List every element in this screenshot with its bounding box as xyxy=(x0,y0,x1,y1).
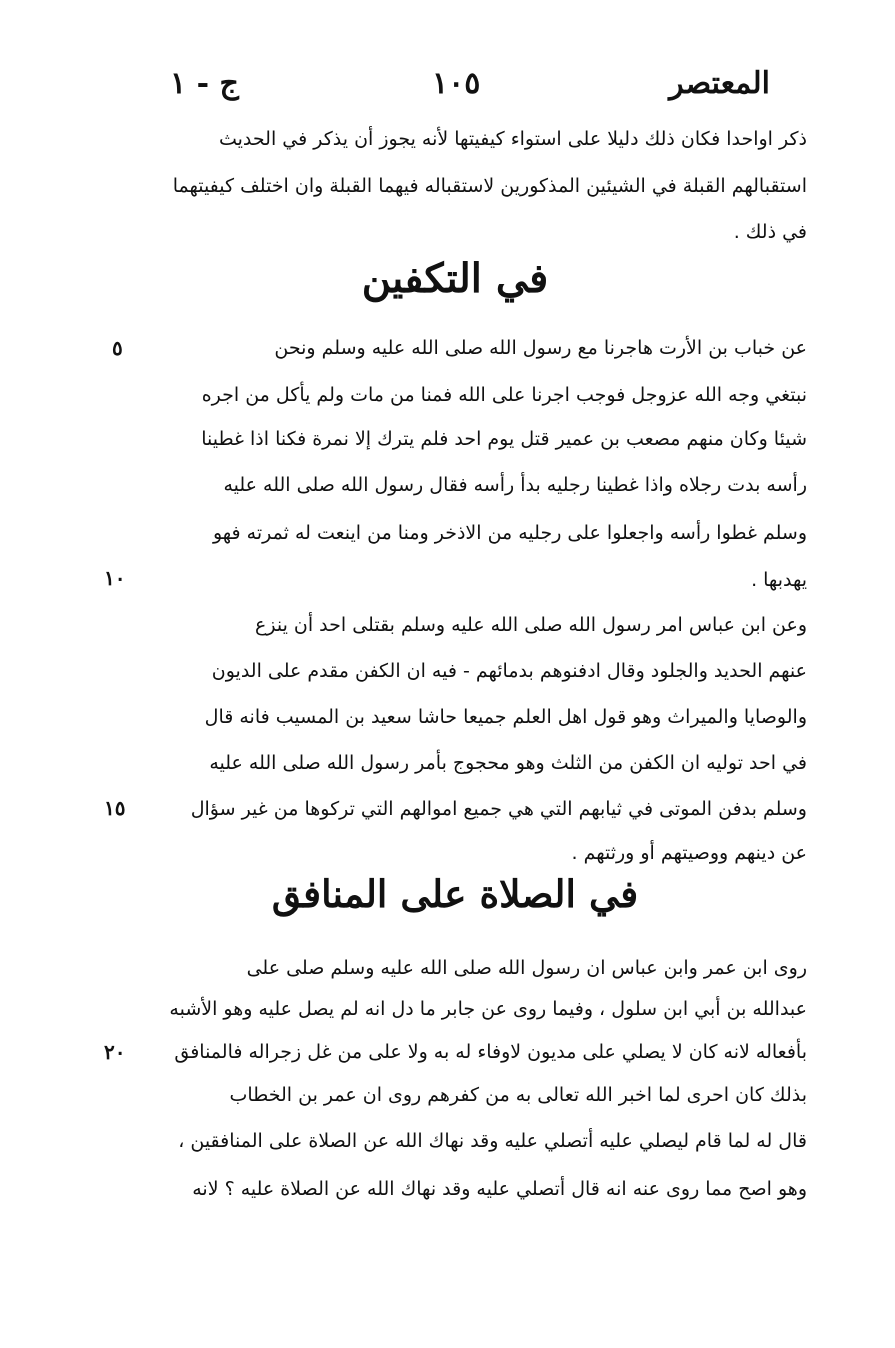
section-heading-shrouding: في التكفين xyxy=(361,255,549,302)
line-number: ٥ xyxy=(112,336,123,360)
text-line: قال له لما قام ليصلي عليه أتصلي عليه وقد نهاك الله عن الصلاة على المنافقين ، xyxy=(178,1130,807,1152)
text-line: رأسه بدت رجلاه واذا غطينا رجليه بدأ رأسه فقال رسول الله صلى الله عليه xyxy=(223,474,807,496)
text-line: شيئا وكان منهم مصعب بن عمير قتل يوم احد فلم يترك إلا نمرة فكنا اذا غطينا xyxy=(201,428,807,450)
page-number: ١٠٥ xyxy=(432,66,481,101)
text-line: روى ابن عمر وابن عباس ان رسول الله صلى الله عليه وسلم صلى على xyxy=(246,957,807,979)
book-title: المعتصر xyxy=(669,66,770,101)
text-line: ذكر اواحدا فكان ذلك دليلا على استواء كيفيتها لأنه يجوز أن يذكر في الحديث xyxy=(218,128,807,150)
text-line: استقبالهم القبلة في الشيئين المذكورين لاستقباله فيهما القبلة وان اختلف كيفيتهما xyxy=(172,175,807,197)
running-header xyxy=(170,66,770,110)
text-line: عنهم الحديد والجلود وقال ادفنوهم بدمائهم - فيه ان الكفن مقدم على الديون xyxy=(211,660,807,682)
text-line: وسلم بدفن الموتى في ثيابهم التي هي جميع اموالهم التي تركوها من غير سؤال xyxy=(190,798,807,820)
volume-label: ج - ١ xyxy=(170,66,239,101)
text-line: في احد توليه ان الكفن من الثلث وهو محجوج بأمر رسول الله صلى الله عليه xyxy=(209,752,807,774)
text-line: وعن ابن عباس امر رسول الله صلى الله عليه وسلم بقتلى احد أن ينزع xyxy=(255,614,807,636)
text-line: يهدبها . xyxy=(751,569,807,591)
line-number: ٢٠ xyxy=(104,1040,126,1064)
line-number: ١٥ xyxy=(104,796,126,820)
text-line: عن خباب بن الأرت هاجرنا مع رسول الله صلى الله عليه وسلم ونحن xyxy=(274,337,807,359)
text-line: بأفعاله لانه كان لا يصلي على مديون لاوفاء له به ولا على من غل زجراله فالمنافق xyxy=(174,1041,807,1063)
line-number: ١٠ xyxy=(104,566,126,590)
text-line: وسلم غطوا رأسه واجعلوا على رجليه من الاذخر ومنا من اينعت له ثمرته فهو xyxy=(212,522,807,544)
section-heading-hypocrite-prayer: في الصلاة على المنافق xyxy=(271,872,639,916)
text-line: وهو اصح مما روى عنه انه قال أتصلي عليه وقد نهاك الله عن الصلاة عليه ؟ لانه xyxy=(192,1178,807,1200)
text-line: والوصايا والميراث وهو قول اهل العلم جميعا حاشا سعيد بن المسيب فانه قال xyxy=(204,706,807,728)
text-line: عن دينهم ووصيتهم أو ورثتهم . xyxy=(571,842,807,864)
text-line: عبدالله بن أبي ابن سلول ، وفيما روى عن جابر ما دل انه لم يصل عليه وهو الأشبه xyxy=(169,998,807,1020)
text-line: بذلك كان احرى لما اخبر الله تعالى به من كفرهم روى ان عمر بن الخطاب xyxy=(229,1084,807,1106)
text-line: في ذلك . xyxy=(733,221,807,243)
text-line: نبتغي وجه الله عزوجل فوجب اجرنا على الله فمنا من مات ولم يأكل من اجره xyxy=(201,384,807,406)
